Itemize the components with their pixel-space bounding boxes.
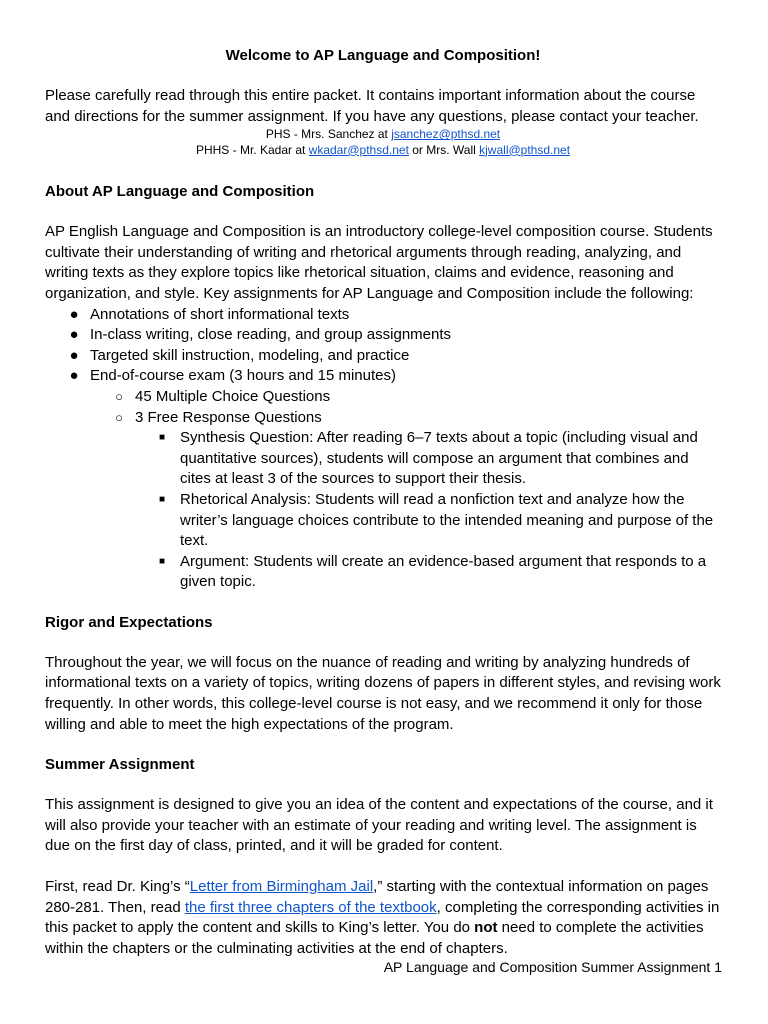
phhs-email-link-2[interactable]: kjwall@pthsd.net <box>479 142 571 157</box>
list-item-text: In-class writing, close reading, and group assignments <box>90 326 452 344</box>
frq-list <box>135 428 721 593</box>
list-item-text: Rhetorical Analysis: Students will read a nonfiction text and analyze how the writer’s language choices contribute to the intended meaning and purpose of the text. <box>180 490 714 550</box>
textbook-link[interactable]: the first three chapters of the textbook <box>184 898 437 916</box>
list-item-text: End-of-course exam (3 hours and 15 minutes) <box>90 367 396 385</box>
list-item <box>45 346 721 367</box>
text-run: First, read Dr. King’s “ <box>45 878 190 896</box>
intro-paragraph: Please carefully read through this entire packet. It contains important information about the course and directions for the summer assignment. If you have any questions, please contact your teacher. <box>45 87 699 125</box>
list-item <box>112 408 721 593</box>
circle-bullet-icon: ○ <box>115 388 123 404</box>
square-bullet-icon: ■ <box>159 493 166 505</box>
list-item <box>45 305 721 326</box>
list-item-text: Targeted skill instruction, modeling, and practice <box>90 346 410 364</box>
about-paragraph: AP English Language and Composition is an introductory college-level composition course. Students cultivate their understanding of writing and rhetorical arguments through reading, analyzing, and writing texts as they explore topics like rhetorical situation, claims and evidence, reasoning and organization, and style. Key assignments for AP Language and Composition include the following: <box>45 223 713 302</box>
assignment-list <box>45 305 721 593</box>
page-footer: AP Language and Composition Summer Assignment 1 <box>383 959 722 975</box>
contact-phhs <box>45 143 721 159</box>
list-item <box>157 490 721 552</box>
list-item-text: Synthesis Question: After reading 6–7 texts about a topic (including visual and quantitative sources), students will compose an argument that combines and cites at least 3 of the sources to support their thesis. <box>180 429 698 488</box>
exam-list <box>90 387 721 593</box>
text-run: need to complete the activities within the chapters or the culminating activities at the end of chapters. <box>45 919 704 957</box>
bullet-icon: ● <box>69 326 79 344</box>
contact-phs-label: PHS - Mrs. Sanchez at <box>265 127 392 142</box>
text-run: ,” starting with the contextual information on pages 280-281. Then, read <box>45 878 709 916</box>
list-item <box>157 428 721 490</box>
phs-email-link[interactable]: jsanchez@pthsd.net <box>391 127 501 142</box>
square-bullet-icon: ■ <box>159 555 166 567</box>
rigor-heading: Rigor and Expectations <box>45 613 213 631</box>
contact-phs <box>45 127 721 143</box>
page-title: Welcome to AP Language and Composition! <box>225 47 541 64</box>
circle-bullet-icon: ○ <box>115 409 123 425</box>
list-item-text: Annotations of short informational texts <box>90 305 350 323</box>
list-item-text: Argument: Students will create an evidence-based argument that responds to a given topic. <box>180 552 707 591</box>
birmingham-letter-link[interactable]: Letter from Birmingham Jail <box>189 878 374 896</box>
summer-paragraph-2 <box>45 877 721 959</box>
text-run: , completing the corresponding activities in this packet to apply the content and skills to King’s letter. You do <box>45 898 720 937</box>
summer-heading: Summer Assignment <box>45 756 195 774</box>
list-item <box>112 387 721 408</box>
about-heading: About AP Language and Composition <box>45 183 315 201</box>
contact-phhs-label: PHHS - Mr. Kadar at <box>195 142 309 157</box>
bullet-icon: ● <box>69 346 79 364</box>
contact-phhs-mid: or Mrs. Wall <box>408 142 480 157</box>
list-item <box>157 552 721 593</box>
list-item-text: 3 Free Response Questions <box>135 408 322 426</box>
list-item <box>45 325 721 346</box>
list-item <box>45 366 721 593</box>
list-item-text: 45 Multiple Choice Questions <box>135 387 331 405</box>
bullet-icon: ● <box>69 305 79 323</box>
summer-paragraph-1: This assignment is designed to give you an idea of the content and expectations of the course, and it will also provide your teacher with an estimate of your reading and writing level. The assignment is due on the first day of class, printed, and it will be graded for content. <box>45 796 713 855</box>
square-bullet-icon: ■ <box>159 432 166 444</box>
emphasis-not: not <box>474 919 498 937</box>
bullet-icon: ● <box>69 367 79 385</box>
document-page <box>45 46 721 959</box>
contact-block <box>45 127 721 158</box>
rigor-paragraph: Throughout the year, we will focus on the nuance of reading and writing by analyzing hundreds of informational texts on a variety of topics, writing dozens of papers in different styles, and revising work frequently. In other words, this college-level course is not easy, and we recommend it only for those willing and able to meet the high expectations of the program. <box>45 653 721 733</box>
phhs-email-link-1[interactable]: wkadar@pthsd.net <box>308 142 409 157</box>
